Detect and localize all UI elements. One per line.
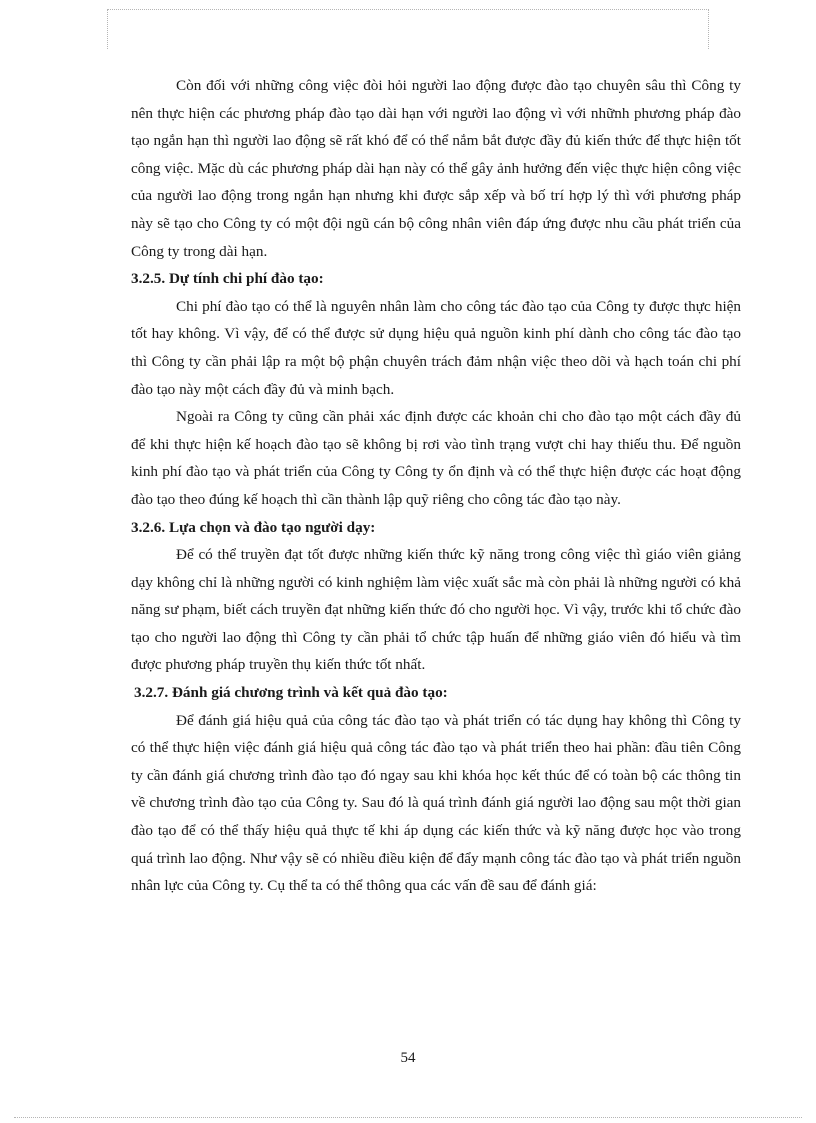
section-heading-3-2-5: 3.2.5. Dự tính chi phí đào tạo: bbox=[131, 270, 324, 288]
body-paragraph: Còn đối với những công việc đòi hỏi người lao động được đào tạo chuyên sâu thì Công ty nên thực hiện các phương pháp đào tạo dài hạn với người lao động vì với nhữnh phương pháp đào tạo ngắn hạn thì người lao động sẽ rất khó để có thể nắm bắt được đầy đủ kiến thức để thực hiện tốt công việc. Mặc dù các phương pháp dài hạn này có thể gây ảnh hưởng đến việc thực hiện công việc của người lao động trong ngắn hạn nhưng khi được sắp xếp và bố trí hợp lý thì với phương pháp này sẽ tạo cho Công ty có một đội ngũ cán bộ công nhân viên đáp ứng được nhu cầu phát triển của Công ty trong dài hạn. bbox=[131, 77, 741, 260]
page-number: 54 bbox=[400, 1050, 416, 1066]
section-heading-3-2-6: 3.2.6. Lựa chọn và đào tạo người dạy: bbox=[131, 518, 376, 536]
body-paragraph: Để đánh giá hiệu quả của công tác đào tạo và phát triển có tác dụng hay không thì Công ty có thể thực hiện việc đánh giá hiệu quả công tác đào tạo và phát triển theo hai phần: đầu tiên Công ty cần đánh giá chương trình đào tạo đó ngay sau khi khóa học kết thúc để có toàn bộ các thông tin về chương trình đào tạo của Công ty. Sau đó là quá trình đánh giá người lao động sau một thời gian đào tạo để có thể thấy hiệu quả thực tế khi áp dụng các kiến thức và kỹ năng được học vào trong quá trình lao động. Như vậy sẽ có nhiều điều kiện để đẩy mạnh công tác đào tạo và phát triển nguồn nhân lực của Công ty. Cụ thể ta có thể thông qua các vấn đề sau để đánh giá: bbox=[131, 711, 741, 895]
body-paragraph: Ngoài ra Công ty cũng cần phải xác định được các khoản chi cho đào tạo một cách đầy đủ để khi thực hiện kế hoạch đào tạo sẽ không bị rơi vào tình trạng vượt chi hay thiếu thu. Để nguồn kinh phí đào tạo và phát triển của Công ty Công ty ổn định và có thể thực hiện được các hoạt động đào tạo theo đúng kế hoạch thì cần thành lập quỹ riêng cho công tác đào tạo này. bbox=[131, 408, 741, 508]
section-heading-3-2-7: 3.2.7. Đánh giá chương trình và kết quả đào tạo: bbox=[134, 684, 448, 702]
body-paragraph: Để có thể truyền đạt tốt được những kiến thức kỹ năng trong công việc thì giáo viên giảng dạy không chỉ là những người có kinh nghiệm làm việc xuất sắc mà còn phải là những người có khả năng sư phạm, biết cách truyền đạt những kiến thức đó cho người học. Vì vậy, trước khi tổ chức đào tạo cho người lao động thì Công ty cần phải tổ chức tập huấn để những giáo viên đó hiểu và tìm được phương pháp truyền thụ kiến thức tốt nhất. bbox=[131, 546, 741, 674]
page-frame-top-border bbox=[107, 9, 709, 10]
document-body bbox=[131, 72, 741, 900]
body-paragraph: Chi phí đào tạo có thể là nguyên nhân làm cho công tác đào tạo của Công ty được thực hiện tốt hay không. Vì vậy, để có thể được sử dụng hiệu quả nguồn kinh phí dành cho công tác đào tạo thì Công ty cần phải lập ra một bộ phận chuyên trách đảm nhận việc theo dõi và hạch toán chi phí đào tạo này một cách đầy đủ và minh bạch. bbox=[131, 297, 741, 398]
page-frame-right-border bbox=[708, 9, 709, 49]
page-frame-bottom-border bbox=[14, 1117, 802, 1118]
page-frame-left-border bbox=[107, 9, 108, 49]
